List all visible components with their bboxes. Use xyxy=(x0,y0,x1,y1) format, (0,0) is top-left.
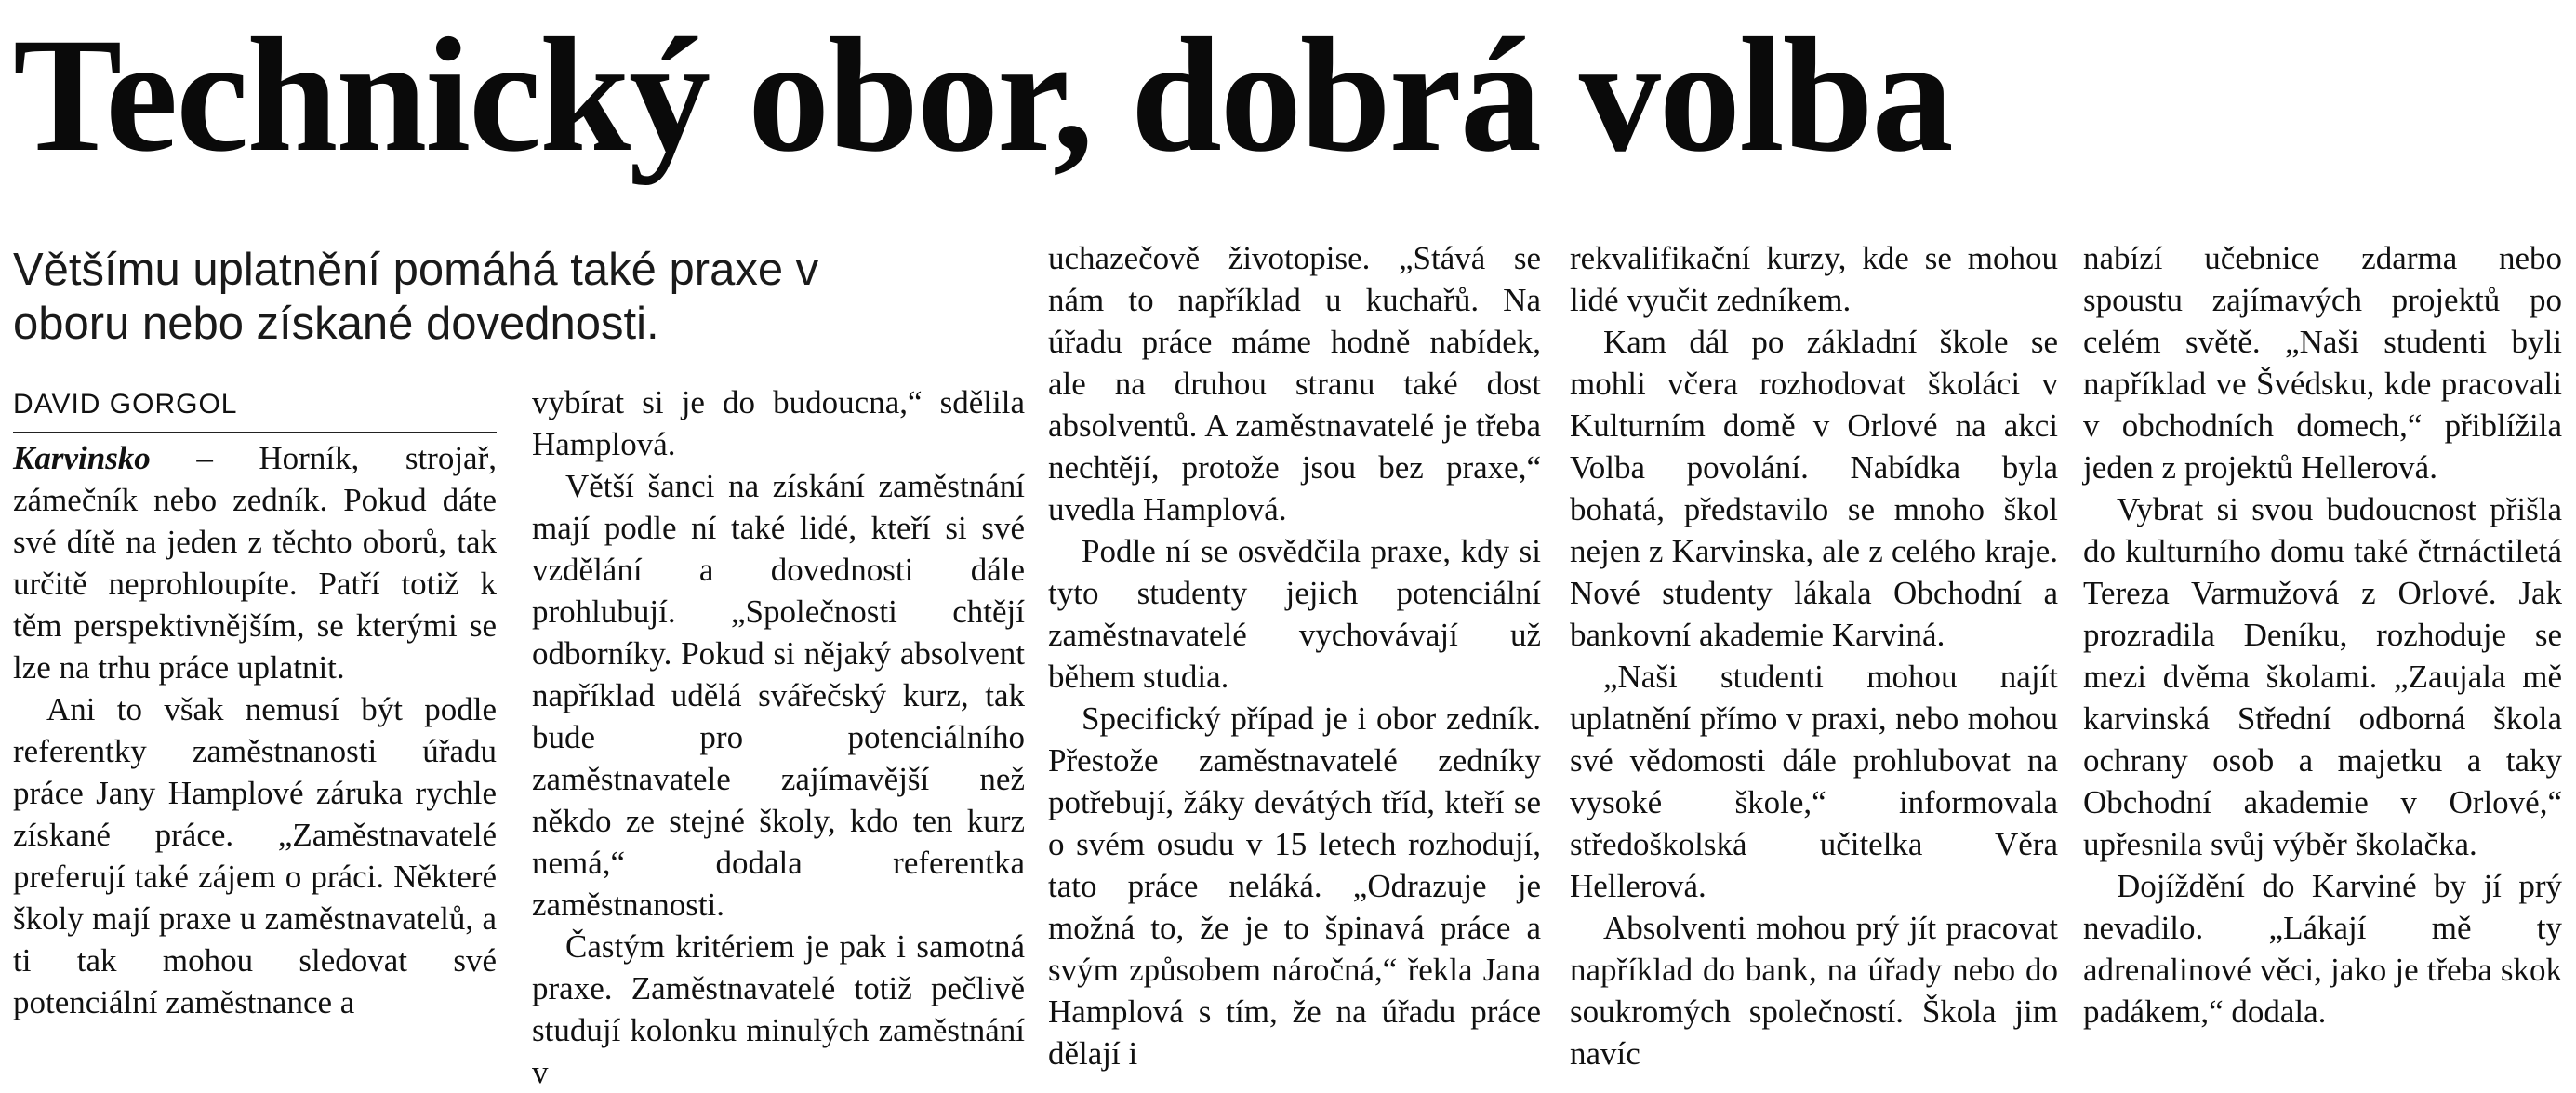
paragraph: Absolventi mohou prý jít pracovat například do bank, na úřady nebo do soukromých společností. Škola jim navíc xyxy=(1570,910,2058,1072)
paragraph: Kam dál po základní škole se mohli včera rozhodovat školáci v Kulturním domě v Orlové na akci Volba povolání. Nabídka byla bohatá, představilo se mnoho škol nejen z Karvinska, ale z celého kraje. Nové studenty lákala Obchodní a bankovní akademie Karviná. xyxy=(1570,324,2058,653)
column-2 xyxy=(532,381,1025,1093)
paragraph: Vybrat si svou budoucnost přišla do kulturního domu také čtrnáctiletá Tereza Varmužová z Orlové. Jak prozradila Deníku, rozhoduje se mezi dvěma školami. „Zaujala mě karvinská Střední odborná škola ochrany osob a majetku a taky Obchodní akademie v Orlové,“ upřesnila svůj výběr školačka. xyxy=(2083,491,2562,862)
subheadline-block xyxy=(13,237,1036,351)
column-3 xyxy=(1048,237,1541,1074)
paragraph: Častým kritériem je pak i samotná praxe. Zaměstnavatelé totiž pečlivě studují kolonku minulých zaměstnání v xyxy=(532,928,1025,1090)
paragraph: Dojíždění do Karviné by jí prý nevadilo. „Lákají mě ty adrenalinové věci, jako je třeba skok padákem,“ dodala. xyxy=(2083,868,2562,1030)
paragraph: rekvalifikační kurzy, kde se mohou lidé vyučit zedníkem. xyxy=(1570,240,2058,318)
paragraph: Podle ní se osvědčila praxe, kdy si tyto studenty jejich potenciální zaměstnavatelé vychovávají už během studia. xyxy=(1048,533,1541,695)
column-1 xyxy=(13,437,497,1023)
paragraph xyxy=(13,437,497,688)
paragraph: vybírat si je do budoucna,“ sdělila Hamplová. xyxy=(532,384,1025,462)
dateline: Karvinsko xyxy=(13,440,151,476)
headline: Technický obor, dobrá volba xyxy=(13,5,1952,186)
paragraph-text: – Horník, strojař, zámečník nebo zedník. Pokud dáte své dítě na jeden z těchto oborů, tak určitě neprohloupíte. Patří totiž k těm perspektivnějším, se kterými se lze na trhu práce uplatnit. xyxy=(13,440,497,686)
column-5 xyxy=(2083,237,2562,1033)
column-4 xyxy=(1570,237,2058,1074)
paragraph: Specifický případ je i obor zedník. Přestože zaměstnavatelé zedníky potřebují, žáky devátých tříd, kteří se o svém osudu v 15 letech rozhodují, tato práce neláká. „Odrazuje je možná to, že je to špinavá práce a svým způsobem náročná,“ řekla Jana Hamplová s tím, že na úřadu práce dělají i xyxy=(1048,700,1541,1072)
paragraph: Větší šanci na získání zaměstnání mají podle ní také lidé, kteří si své vzdělání a dovednosti dále prohlubují. „Společnosti chtějí odborníky. Pokud si nějaký absolvent například udělá svářečský kurz, tak bude pro potenciálního zaměstnavatele zajímavější než někdo ze stejné školy, kdo ten kurz nemá,“ dodala referentka zaměstnanosti. xyxy=(532,468,1025,923)
paragraph: uchazečově životopise. „Stává se nám to například u kuchařů. Na úřadu práce máme hodně nabídek, ale na druhou stranu také dost absolventů. A zaměstnavatelé je třeba nechtějí, protože jsou bez praxe,“ uvedla Hamplová. xyxy=(1048,240,1541,527)
paragraph: „Naši studenti mohou najít uplatnění přímo v praxi, nebo mohou své vědomosti dále prohlubovat na vysoké škole,“ informovala středoškolská učitelka Věra Hellerová. xyxy=(1570,659,2058,904)
byline: DAVID GORGOL xyxy=(13,389,238,420)
subheadline: Většímu uplatnění pomáhá také praxe v oboru nebo získané dovednosti. xyxy=(13,245,819,349)
byline-rule xyxy=(13,432,497,433)
paragraph: nabízí učebnice zdarma nebo spoustu zajímavých projektů po celém světě. „Naši studenti byli například ve Švédsku, kde pracovali v obchodních domech,“ přiblížila jeden z projektů Hellerová. xyxy=(2083,240,2562,486)
paragraph: Ani to však nemusí být podle referentky zaměstnanosti úřadu práce Jany Hamplové záruka rychle získané práce. „Zaměstnavatelé preferují také zájem o práci. Některé školy mají praxe u zaměstnavatelů, a ti tak mohou sledovat své potenciální zaměstnance a xyxy=(13,691,497,1020)
